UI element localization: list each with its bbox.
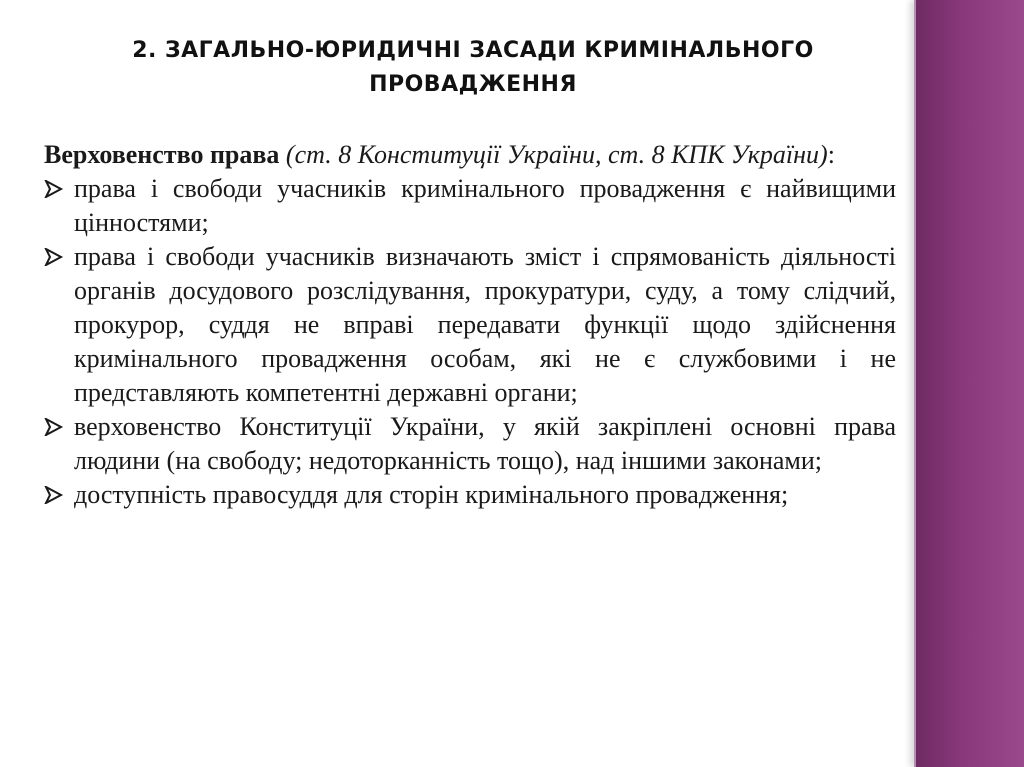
intro-paragraph <box>44 138 896 172</box>
arrow-bullet-icon <box>44 410 68 444</box>
arrow-bullet-icon <box>44 478 68 512</box>
list-item <box>44 172 896 240</box>
list-item <box>44 478 896 512</box>
decorative-side-band <box>914 0 1024 767</box>
slide-body <box>44 138 896 512</box>
arrow-bullet-icon-glyph <box>44 180 64 198</box>
arrow-bullet-icon-glyph <box>44 248 64 266</box>
slide-title-line-2: ПРОВАДЖЕННЯ <box>369 72 577 97</box>
bullet-text: доступність правосуддя для сторін кримінального провадження; <box>74 480 789 509</box>
arrow-bullet-icon <box>44 240 68 274</box>
intro-lead: Верховенство права <box>44 140 280 169</box>
arrow-bullet-icon <box>44 172 68 206</box>
slide-title <box>40 34 906 102</box>
bullet-text: права і свободи учасників визначають зміст і спрямованість діяльності органів досудового розслідування, прокуратури, суду, а тому слідчий, прокурор, суддя не вправі передавати функції щодо здійснення кримінального провадження особам, які не є службовими і не представляють компетентні державні органи; <box>74 242 896 407</box>
bullet-list <box>44 172 896 512</box>
arrow-bullet-icon-glyph <box>44 486 64 504</box>
list-item <box>44 410 896 478</box>
intro-reference: (ст. 8 Конституції України, ст. 8 КПК України) <box>285 140 828 169</box>
arrow-bullet-icon-glyph <box>44 418 64 436</box>
bullet-text: верховенство Конституції України, у якій закріплені основні права людини (на свободу; недоторканність тощо), над іншими законами; <box>74 412 896 475</box>
list-item <box>44 240 896 410</box>
bullet-text: права і свободи учасників кримінального провадження є найвищими цінностями; <box>74 174 896 237</box>
intro-colon: : <box>827 140 835 169</box>
slide-title-line-1: 2. ЗАГАЛЬНО-ЮРИДИЧНІ ЗАСАДИ КРИМІНАЛЬНОГО <box>132 38 814 63</box>
